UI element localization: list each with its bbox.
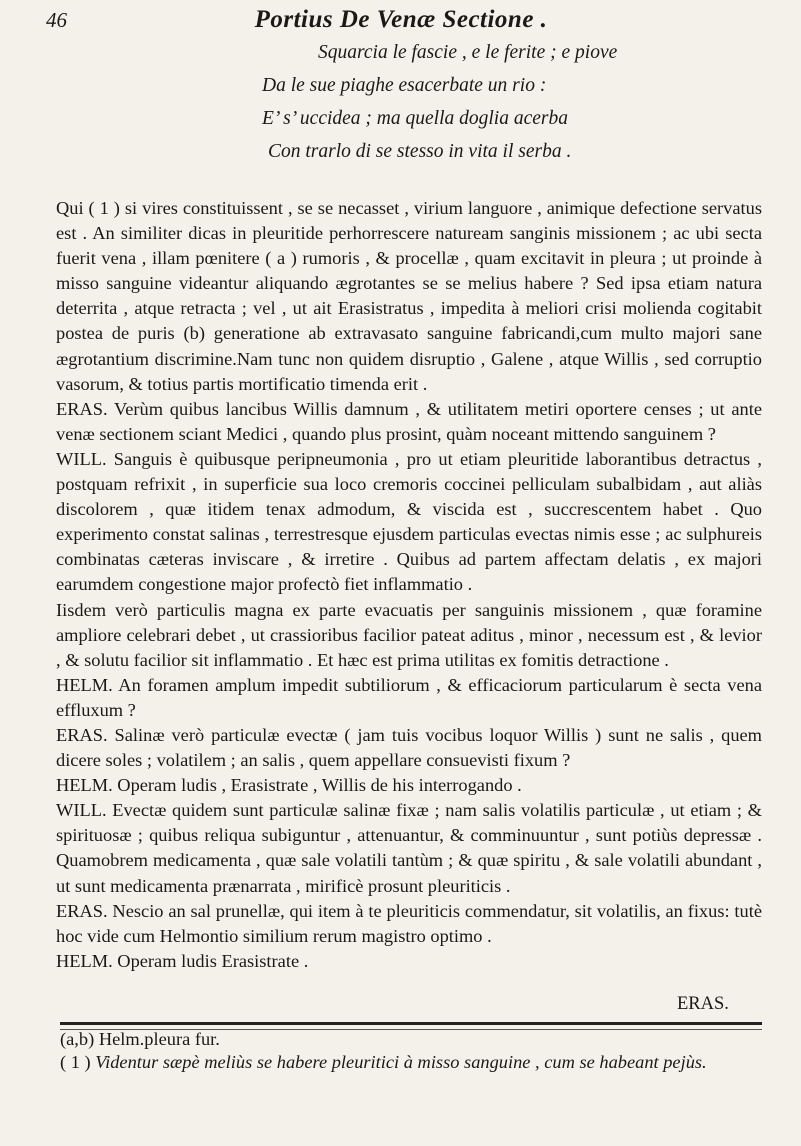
page-header: [46, 6, 756, 36]
paragraph: Iisdem verò particulis magna ex parte evacuatis per sanguinis missionem , quæ foramine ampliore celebrari debet , ut crassioribus facilior pateat aditus , minor , necessum est , & levior , & solutu facilior sit inflammatio . Et hæc est prima utilitas ex fomitis detractione .: [56, 599, 762, 670]
footnote-text: Helm.pleura fur.: [98, 1029, 220, 1049]
page-number: 46: [46, 8, 67, 32]
paragraph: WILL. Sanguis è quibusque peripneumonia , pro ut etiam pleuritide laborantibus detractus , postquam refrixit , in superficie sua loco cremoris coccinei pelliculam subalbidam , aut aliàs discolorem , quæ itidem tenax admodum, & viscida est , succrescentem habet . Quo experimento constat salinas , terrestresque ejusdem particulas evectas nimis esse ; ac sulphureis combinatas cæteras inviscare , & irretire . Quibus ad partem affectam delatis , ex majori earumdem congestione major profectò fiet inflammatio .: [56, 448, 762, 595]
paragraph: WILL. Evectæ quidem sunt particulæ salinæ fixæ ; nam salis volatilis particulæ , ut etiam ; & spirituosæ ; quibus reliqua subiguntur , attenuantur, & comminuuntur , sunt potiùs depressæ . Quamobrem medicamenta , quæ sale volatili tantùm ; & quæ spiritu , & sale volatili abundant , ut sunt medicamenta prænarrata , mirificè prosunt pleuriticis .: [56, 800, 762, 896]
paragraph: ERAS. Nescio an sal prunellæ, qui item à te pleuriticis commendatur, sit volatilis, an fixus: tutè hoc vide cum Helmontio similium rerum magistro optimo .: [56, 900, 762, 946]
paragraph: HELM. Operam ludis Erasistrate .: [56, 950, 309, 971]
footnote-mark: (a,b): [60, 1029, 95, 1049]
footnotes: [60, 1028, 760, 1074]
verse-block: [0, 42, 801, 194]
catchword: ERAS.: [677, 994, 729, 1014]
verse-line: Da le sue piaghe esacerbate un rio :: [262, 75, 547, 96]
paragraph: Qui ( 1 ) si vires constituissent , se se necasset , virium languore , animique defectione servatus est . An similiter dicas in pleuritide perhorrescere natuream sanginis missionem ; ac ubi secta fuerit vena , illam pœnitere ( a ) rumoris , & procellæ , quam excitavit in pleura ; ut proinde à misso sanguine videantur aliquando ægrotantes se se melius habere ? Sed ipsa etiam natura deterrita , atque retracta ; vel , ut ait Erasistratus , impedita à meliori crisi molienda cogitabit postea de puris (b) generatione ab extravasato sanguine fabricandi,cum multo majori sane ægrotantium discrimine.Nam tunc non quidem disruptio , Galene , atque Willis , sed corruptio vasorum, & totius partis mortificatio timenda erit .: [56, 198, 762, 394]
verse-line: Con trarlo di se stesso in vita il serba .: [268, 141, 572, 162]
verse-line: Squarcia le fascie , e le ferite ; e piove: [318, 42, 618, 63]
paragraph: HELM. An foramen amplum impedit subtiliorum , & efficaciorum particularum è secta vena effluxum ?: [56, 674, 762, 720]
footnote-mark: ( 1 ): [60, 1052, 91, 1072]
paragraph: HELM. Operam ludis , Erasistrate , Willis de his interrogando .: [56, 775, 522, 796]
main-text: [56, 196, 762, 971]
paragraph: ERAS. Salinæ verò particulæ evectæ ( jam tuis vocibus loquor Willis ) sunt ne salis , quem dicere soles ; volatilem ; an salis , quem appellare consuevisti fixum ?: [56, 724, 762, 771]
verse-line: E’ s’ uccidea ; ma quella doglia acerba: [262, 108, 568, 129]
footnote-text: Videntur sæpè meliùs se habere pleuritici à misso sanguine , cum se habeant pejùs.: [95, 1052, 707, 1072]
paragraph: ERAS. Verùm quibus lancibus Willis damnum , & utilitatem metiri oportere censes ; ut ante venæ sectionem sciant Medici , quando plus prosint, quàm noceant mittendo sanguinem ?: [56, 398, 762, 444]
footnote: [60, 1028, 760, 1051]
footnote: [60, 1051, 760, 1074]
running-title: Portius De Venæ Sectione .: [254, 6, 548, 33]
